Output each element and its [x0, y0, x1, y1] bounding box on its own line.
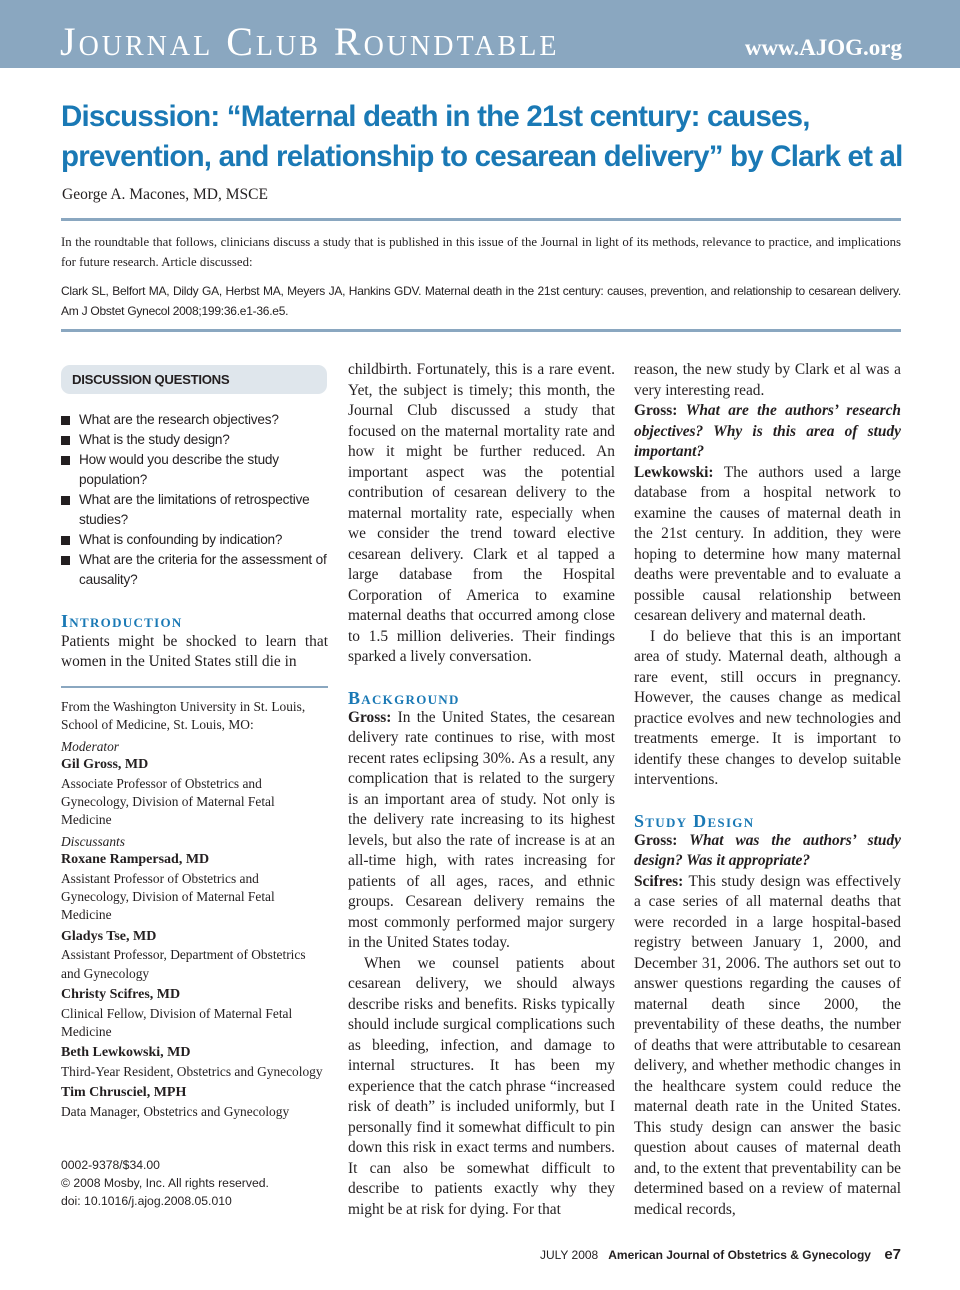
- copyright: © 2008 Mosby, Inc. All rights reserved.: [61, 1176, 269, 1190]
- speaker-name: Gross:: [634, 831, 678, 849]
- discussion-questions-heading: DISCUSSION QUESTIONS: [72, 372, 230, 387]
- speaker-name: Lewkowski:: [634, 463, 714, 481]
- affiliation-from: From the Washington University in St. Louis, School of Medicine, St. Louis, MO:: [61, 699, 306, 733]
- issn: 0002-9378/$34.00: [61, 1158, 160, 1172]
- legal-info: [61, 1156, 328, 1210]
- square-bullet-icon: [61, 536, 70, 545]
- article-abstract: In the roundtable that follows, clinicians discuss a study that is published in this issue of the Journal in light of its methods, relevance to practice, and implications for future research. Article discussed:: [61, 235, 901, 269]
- answer-1: Lewkowski: The authors used a large database from a hospital network to examine the causes of maternal death in the 21st century. In addition, they were hoping to determine how many maternal deaths were preventable and to evaluate a possible causal relationship between cesarean delivery and maternal death.: [634, 463, 901, 624]
- background-paragraph-2-end: reason, the new study by Clark et al was a very interesting read.: [634, 361, 901, 399]
- list-item: What are the research objectives?: [61, 410, 331, 430]
- list-item: What is the study design?: [61, 430, 331, 450]
- speaker-name: Scifres:: [634, 872, 684, 890]
- discussion-questions-box: [61, 365, 327, 394]
- square-bullet-icon: [61, 436, 70, 445]
- answer-2: Scifres: This study design was effectively a case series of all maternal deaths that were recorded in a large hospital-based registry between January 1, 2000, and December 31, 2006. The authors set out to answer questions regarding the causes of maternal death since 2000, the preventability of these deaths, the number of deaths that were attributable to cesarean delivery, and whether methodic changes in the healthcare system could reduce the maternal death rate in the United States. This study design can answer the basic question about causes of maternal death and, to the extent that preventability can be determined based on a review of maternal medical records,: [634, 872, 901, 1218]
- discussant-name: Tim Chrusciel, MPH: [61, 1085, 187, 1101]
- divider-bottom: [61, 329, 901, 332]
- article-title: Discussion: “Maternal death in the 21st century: causes, prevention, and relationship to cesarean delivery” by Clark et al: [61, 100, 903, 173]
- affiliation-divider: [61, 686, 328, 688]
- list-item: What are the criteria for the assessment of causality?: [61, 550, 331, 590]
- background-paragraph-1: Gross: In the United States, the cesarean delivery rate continues to rise, with most recent rates eclipsing 30%. As a result, any complication that is related to the surgery is an important area of study. Not only is the delivery rate increasing to its highest levels, but also the rate of increase is at an all-time high, with rates increasing for patients of all ages, races, and ethnic groups. Cesarean delivery remains the most commonly performed major surgery in the United States today.: [348, 708, 615, 951]
- moderator-label: Moderator: [61, 738, 120, 754]
- discussant-title: Clinical Fellow, Division of Maternal Fetal Medicine: [61, 1005, 293, 1039]
- background-heading: Background: [348, 687, 460, 708]
- journal-section-title: Journal Club Roundtable: [60, 19, 560, 64]
- page-footer: [540, 1245, 901, 1265]
- square-bullet-icon: [61, 556, 70, 565]
- introduction-heading: Introduction: [61, 611, 183, 631]
- doi-link[interactable]: doi: 10.1016/j.ajog.2008.05.010: [61, 1194, 232, 1208]
- question-2: Gross: What was the authors’ study design? Was it appropriate?: [634, 831, 901, 869]
- study-design-heading: Study Design: [634, 810, 755, 831]
- article-citation: Clark SL, Belfort MA, Dildy GA, Herbst MA, Meyers JA, Hankins GDV. Maternal death in the 21st century: causes, prevention, and relationship to cesarean delivery. Am J Obstet Gynecol 2008;199:36.e1-36.e5.: [61, 284, 901, 318]
- footer-date: JULY 2008: [539, 1248, 599, 1262]
- square-bullet-icon: [61, 456, 70, 465]
- speaker-name: Gross:: [634, 402, 678, 419]
- intro-paragraph-start: Patients might be shocked to learn that women in the United States still die in: [61, 633, 328, 671]
- list-item: What are the limitations of retrospective studies?: [61, 490, 331, 530]
- intro-paragraph-continued: childbirth. Fortunately, this is a rare event. Yet, the subject is timely; this month, the Journal Club discussed a study that focused on the maternal mortality rate and how it might be further reduced. An important aspect was the potential contribution of cesarean delivery to the maternal mortality rate, especially when we consider the trend toward elective cesarean delivery. Clark et al tapped a large database from the Hospital Corporation of America to examine maternal deaths that occurred among close to 1.5 million deliveries. Their findings sparked a lively conversation.: [348, 361, 615, 665]
- discussion-questions-list: [61, 410, 331, 590]
- discussant-name: Beth Lewkowski, MD: [61, 1045, 191, 1061]
- discussant-name: Roxane Rampersad, MD: [61, 852, 210, 868]
- discussants-label: Discussants: [61, 833, 125, 849]
- list-item: What is confounding by indication?: [61, 530, 331, 550]
- discussant-title: Assistant Professor, Department of Obstetrics and Gynecology: [61, 947, 306, 981]
- background-paragraph-2-start: When we counsel patients about cesarean delivery, we should always describe risks and benefits. Risks typically should include surgical complications such as bleeding, infection, and damage to internal structures. It has been my experience that the catch phrase “increased risk of death” is included uniformly, but I personally find it somewhat difficult to pin down this risk in exact terms and numbers. It can also be somewhat difficult to describe to patients exactly why they might be at risk for dying. For that: [348, 954, 615, 1218]
- divider-top: [61, 218, 901, 221]
- discussant-title: Third-Year Resident, Obstetrics and Gynecology: [61, 1063, 323, 1079]
- discussant-title: Assistant Professor of Obstetrics and Gynecology, Division of Maternal Fetal Medicine: [61, 870, 275, 923]
- square-bullet-icon: [61, 496, 70, 505]
- journal-url[interactable]: www.AJOG.org: [744, 35, 902, 60]
- speaker-name: Gross:: [348, 708, 392, 726]
- footer-journal: American Journal of Obstetrics & Gynecology: [608, 1248, 871, 1262]
- body-column-right: [634, 360, 901, 1220]
- discussant-title: Data Manager, Obstetrics and Gynecology: [61, 1103, 290, 1119]
- question-1: Gross: What are the authors’ research objectives? Why is this area of study important?: [634, 402, 901, 460]
- moderator-title: Associate Professor of Obstetrics and Gynecology, Division of Maternal Fetal Medicine: [61, 775, 275, 828]
- affiliations: [61, 698, 328, 1124]
- answer-1-paragraph-2: I do believe that this is an important area of study. Maternal death, although a rare event, still occurs in pregnancy. However, the causes change as medical practice evolves and new technologies and treatments emerge. It is important to identify these changes to develop suitable interventions.: [634, 627, 901, 788]
- list-item: How would you describe the study population?: [61, 450, 331, 490]
- discussant-name: Gladys Tse, MD: [61, 928, 157, 944]
- discussant-name: Christy Scifres, MD: [61, 987, 181, 1003]
- body-column-middle: [348, 360, 615, 1220]
- moderator-name: Gil Gross, MD: [61, 757, 149, 773]
- square-bullet-icon: [61, 416, 70, 425]
- article-author: George A. Macones, MD, MSCE: [62, 186, 268, 203]
- page-number: e7: [884, 1246, 901, 1263]
- journal-banner: [0, 0, 960, 68]
